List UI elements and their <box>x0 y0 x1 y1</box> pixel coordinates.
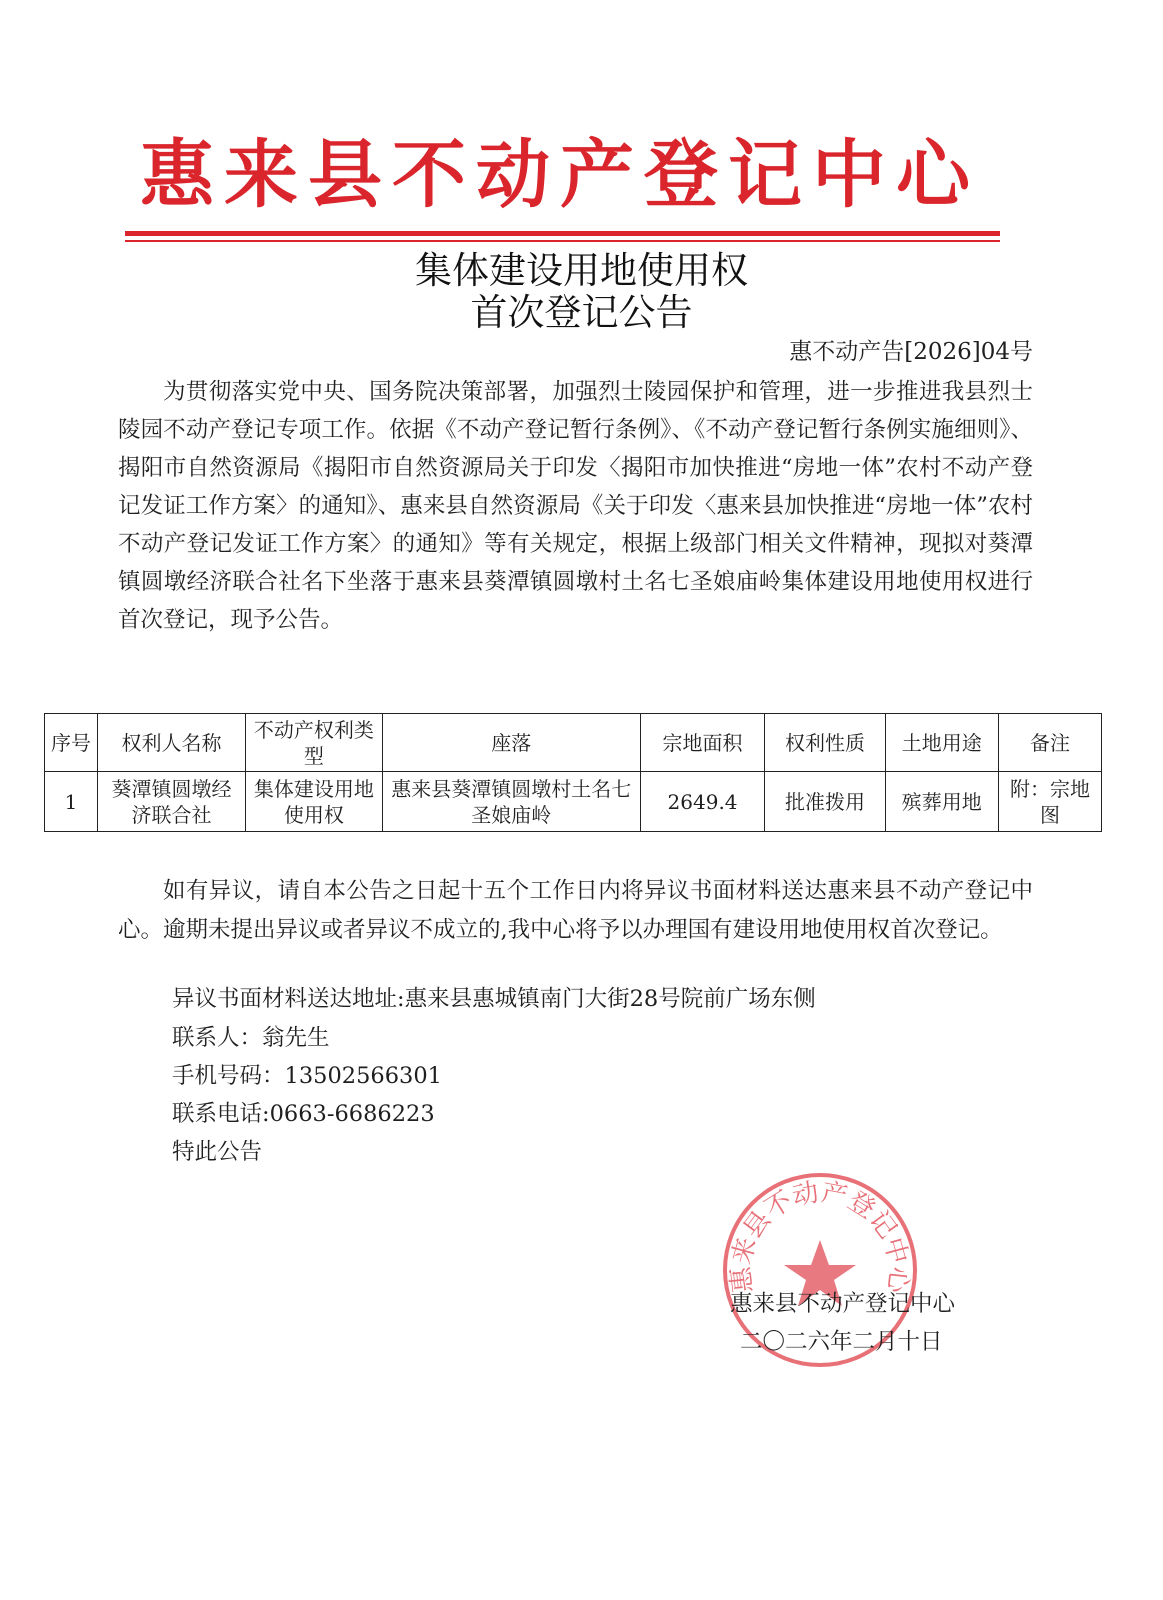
contact-mobile: 手机号码：13502566301 <box>172 1063 442 1089</box>
contact-phone: 联系电话:0663-6686223 <box>172 1101 435 1127</box>
doc-title-line2: 首次登记公告 <box>470 291 693 334</box>
org-banner: 惠来县不动产登记中心 <box>140 132 980 218</box>
cell-location: 惠来县葵潭镇圆墩村土名七圣娘庙岭 <box>382 772 640 832</box>
registration-table <box>44 713 1102 832</box>
cell-note: 附：宗地图 <box>998 772 1101 832</box>
col-header-no: 序号 <box>45 714 98 772</box>
cell-area: 2649.4 <box>640 772 764 832</box>
objection-paragraph: 如有异议，请自本公告之日起十五个工作日内将异议书面材料送达惠来县不动产登记中心。逾期未提出异议或者异议不成立的,我中心将予以办理国有建设用地使用权首次登记。 <box>118 878 1033 943</box>
signature-date: 二〇二六年二月十日 <box>740 1329 943 1355</box>
table-header-row <box>45 714 1102 772</box>
cell-owner: 葵潭镇圆墩经济联合社 <box>98 772 246 832</box>
contact-person: 联系人：翁先生 <box>172 1025 330 1051</box>
doc-title-line1: 集体建设用地使用权 <box>415 249 748 292</box>
cell-no: 1 <box>45 772 98 832</box>
header-rule-thick <box>125 231 1000 236</box>
cell-right-type: 集体建设用地使用权 <box>245 772 382 832</box>
col-header-location: 座落 <box>382 714 640 772</box>
col-header-area: 宗地面积 <box>640 714 764 772</box>
table-row <box>45 772 1102 832</box>
closing-text: 特此公告 <box>172 1139 263 1165</box>
col-header-land-use: 土地用途 <box>885 714 998 772</box>
header-rule-thin <box>125 240 1000 242</box>
signature-org: 惠来县不动产登记中心 <box>730 1291 956 1317</box>
col-header-right-type: 不动产权利类型 <box>245 714 382 772</box>
col-header-nature: 权利性质 <box>765 714 885 772</box>
seal-text: 惠来县不动产登记中心 <box>726 1177 914 1295</box>
cell-nature: 批准拨用 <box>765 772 885 832</box>
intro-paragraph: 为贯彻落实党中央、国务院决策部署，加强烈士陵园保护和管理，进一步推进我县烈士陵园不动产登记专项工作。依据《不动产登记暂行条例》、《不动产登记暂行条例实施细则》、揭阳市自然资源局《揭阳市自然资源局关于印发〈揭阳市加快推进“房地一体”农村不动产登记发证工作方案〉的通知》、惠来县自然资源局《关于印发〈惠来县加快推进“房地一体”农村不动产登记发证工作方案〉的通知》等有关规定，根据上级部门相关文件精神，现拟对葵潭镇圆墩经济联合社名下坐落于惠来县葵潭镇圆墩村土名七圣娘庙岭集体建设用地使用权进行首次登记，现予公告。 <box>118 379 1033 633</box>
cell-land-use: 殡葬用地 <box>885 772 998 832</box>
objection-address: 异议书面材料送达地址:惠来县惠城镇南门大街28号院前广场东侧 <box>172 986 816 1012</box>
col-header-owner: 权利人名称 <box>98 714 246 772</box>
col-header-note: 备注 <box>998 714 1101 772</box>
doc-number: 惠不动产告[2026]04号 <box>789 339 1033 365</box>
